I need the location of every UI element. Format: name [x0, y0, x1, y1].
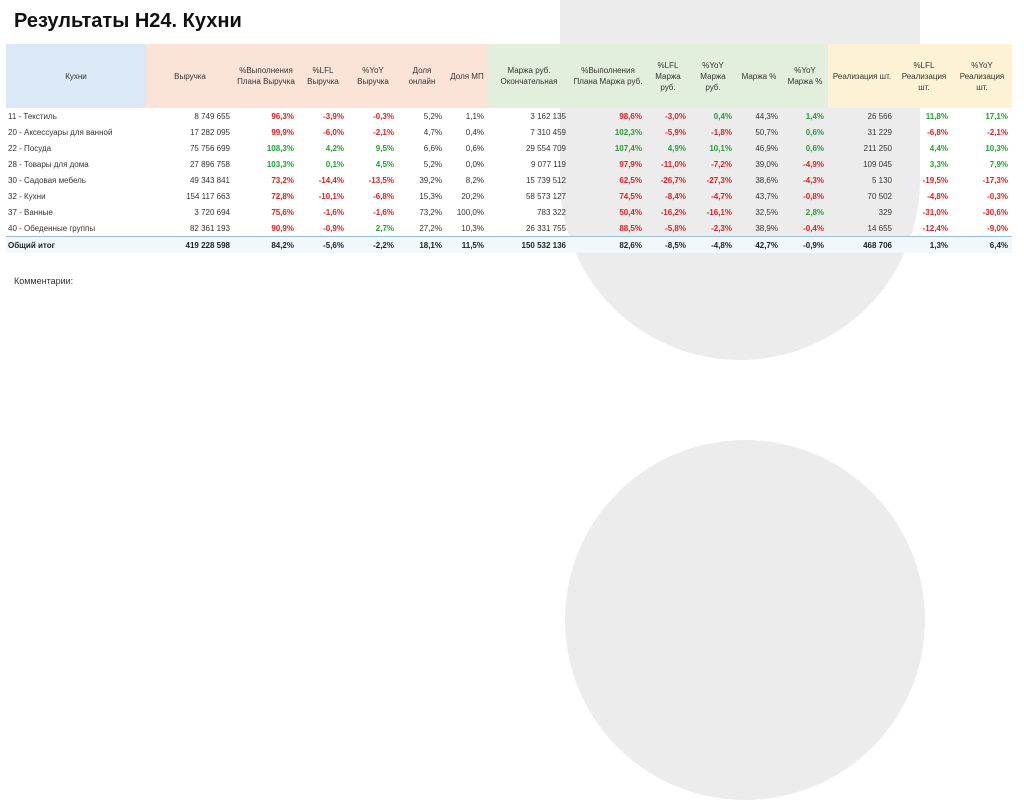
total-label-cell: Общий итог [6, 237, 146, 254]
table-cell: 96,3% [271, 111, 294, 121]
table-cell: -2,3% [711, 223, 732, 233]
row-label-cell: 32 - Кухни [8, 191, 46, 201]
table-cell: -0,8% [803, 191, 824, 201]
table-cell: 0,4% [465, 127, 484, 137]
table-cell: -4,3% [803, 175, 824, 185]
table-cell: 38,9% [755, 223, 778, 233]
table-cell: 109 045 [863, 159, 892, 169]
column-header: Доля онлайн [398, 44, 446, 108]
table-cell: -0,4% [803, 223, 824, 233]
table-cell: 0,6% [465, 143, 484, 153]
table-cell: 0,0% [465, 159, 484, 169]
table-cell: -16,2% [660, 207, 686, 217]
table-cell: -4,9% [803, 159, 824, 169]
background-shape-bottom [565, 440, 925, 800]
table-cell: 74,5% [619, 191, 642, 201]
table-cell: -4,7% [711, 191, 732, 201]
table-cell: 4,9% [667, 143, 686, 153]
table-cell: 5 130 [871, 175, 892, 185]
table-cell: 73,2% [419, 207, 442, 217]
table-cell: 38,6% [755, 175, 778, 185]
table-cell: 50,4% [619, 207, 642, 217]
column-header: Реализация шт. [828, 44, 896, 108]
table-cell: 783 322 [537, 207, 566, 217]
table-cell: 102,3% [614, 127, 642, 137]
total-cell: 150 532 136 [488, 237, 570, 254]
total-cell: 419 228 598 [146, 237, 234, 254]
table-cell: 5,2% [423, 159, 442, 169]
table-cell: 7,9% [989, 159, 1008, 169]
table-cell: 58 573 127 [525, 191, 566, 201]
table-cell: -0,9% [323, 223, 344, 233]
table-cell: 1,4% [805, 111, 824, 121]
table-cell: -1,6% [323, 207, 344, 217]
total-cell: 6,4% [952, 237, 1012, 254]
row-label-cell: 37 - Ванные [8, 207, 53, 217]
table-cell: 17 282 095 [189, 127, 230, 137]
total-cell: -4,8% [690, 237, 736, 254]
table-cell: -3,0% [665, 111, 686, 121]
table-cell: 0,6% [805, 127, 824, 137]
table-cell: 8 749 655 [194, 111, 230, 121]
table-cell: -1,6% [373, 207, 394, 217]
table-cell: 98,6% [619, 111, 642, 121]
table-cell: 15,3% [419, 191, 442, 201]
table-cell: 72,8% [271, 191, 294, 201]
table-cell: -17,3% [982, 175, 1008, 185]
results-table-container [6, 44, 1012, 253]
column-header: %YoY Реализация шт. [952, 44, 1012, 108]
table-cell: 29 554 709 [525, 143, 566, 153]
table-cell: 50,7% [755, 127, 778, 137]
table-cell: 90,9% [271, 223, 294, 233]
results-table [6, 44, 1012, 253]
table-cell: 5,2% [423, 111, 442, 121]
column-header: %LFL Реализация шт. [896, 44, 952, 108]
column-header: %YoY Маржа % [782, 44, 828, 108]
table-cell: 75,6% [271, 207, 294, 217]
column-header: Выручка [146, 44, 234, 108]
table-cell: 75 756 699 [189, 143, 230, 153]
table-cell: 14 655 [867, 223, 892, 233]
column-header: %Выполнения Плана Выручка [234, 44, 298, 108]
table-cell: -0,3% [987, 191, 1008, 201]
table-cell: 43,7% [755, 191, 778, 201]
table-cell: 73,2% [271, 175, 294, 185]
table-cell: 15 739 512 [525, 175, 566, 185]
table-cell: -31,0% [922, 207, 948, 217]
table-cell: 4,4% [929, 143, 948, 153]
table-cell: -1,8% [711, 127, 732, 137]
total-cell: 1,3% [896, 237, 952, 254]
table-row [6, 140, 1012, 156]
table-cell: -19,5% [922, 175, 948, 185]
table-cell: -6,0% [323, 127, 344, 137]
table-cell: -26,7% [660, 175, 686, 185]
total-cell: 82,6% [570, 237, 646, 254]
table-cell: 6,6% [423, 143, 442, 153]
table-cell: -2,1% [373, 127, 394, 137]
column-header: Маржа % [736, 44, 782, 108]
table-cell: -11,0% [661, 159, 686, 169]
table-cell: -4,8% [927, 191, 948, 201]
total-cell: -8,5% [646, 237, 690, 254]
table-cell: 9,5% [375, 143, 394, 153]
table-cell: -6,8% [927, 127, 948, 137]
table-cell: 154 117 663 [186, 191, 230, 201]
table-cell: 2,8% [805, 207, 824, 217]
table-header-row [6, 44, 1012, 108]
column-header: Доля МП [446, 44, 488, 108]
table-cell: 7 310 459 [530, 127, 566, 137]
table-cell: -5,9% [665, 127, 686, 137]
comments-label: Комментарии: [14, 276, 74, 286]
table-cell: 211 250 [863, 143, 892, 153]
total-row [6, 237, 1012, 254]
table-row [6, 188, 1012, 204]
page-title: Результаты Н24. Кухни [14, 10, 242, 32]
table-cell: 4,2% [325, 143, 344, 153]
table-row [6, 204, 1012, 220]
column-header: %YoY Выручка [348, 44, 398, 108]
row-label-cell: 30 - Садовая мебель [8, 175, 86, 185]
table-cell: 11,8% [925, 111, 948, 121]
table-cell: 0,4% [713, 111, 732, 121]
table-cell: 62,5% [619, 175, 642, 185]
table-cell: -2,1% [987, 127, 1008, 137]
table-cell: 31 229 [867, 127, 892, 137]
column-header: %LFL Выручка [298, 44, 348, 108]
table-cell: -30,6% [982, 207, 1008, 217]
table-cell: -9,0% [987, 223, 1008, 233]
table-cell: 0,1% [325, 159, 344, 169]
table-cell: 3 720 694 [194, 207, 230, 217]
table-cell: 88,5% [619, 223, 642, 233]
table-cell: 2,7% [375, 223, 394, 233]
table-cell: 70 502 [867, 191, 892, 201]
column-header: %YoY Маржа руб. [690, 44, 736, 108]
column-header: %Выполнения Плана Маржа руб. [570, 44, 646, 108]
table-row [6, 172, 1012, 188]
table-cell: -3,9% [323, 111, 344, 121]
total-cell: 18,1% [398, 237, 446, 254]
table-cell: 97,9% [619, 159, 642, 169]
table-body [6, 108, 1012, 253]
table-cell: 10,3% [985, 143, 1008, 153]
table-cell: 8,2% [465, 175, 484, 185]
table-row [6, 220, 1012, 237]
table-cell: 329 [878, 207, 892, 217]
table-cell: 39,2% [419, 175, 442, 185]
table-cell: 27,2% [419, 223, 442, 233]
table-cell: 99,9% [271, 127, 294, 137]
table-cell: 10,1% [709, 143, 732, 153]
table-cell: -5,8% [665, 223, 686, 233]
total-cell: -5,6% [298, 237, 348, 254]
total-cell: 468 706 [828, 237, 896, 254]
table-cell: 0,6% [805, 143, 824, 153]
table-cell: 4,5% [375, 159, 394, 169]
table-row [6, 156, 1012, 172]
table-cell: 26 566 [867, 111, 892, 121]
row-label-cell: 40 - Обеденные группы [8, 223, 96, 233]
table-cell: -13,5% [368, 175, 394, 185]
table-cell: 39,0% [755, 159, 778, 169]
table-cell: -7,2% [711, 159, 732, 169]
table-cell: 3,3% [929, 159, 948, 169]
table-cell: -27,3% [706, 175, 732, 185]
table-cell: -6,8% [373, 191, 394, 201]
table-cell: 100,0% [456, 207, 484, 217]
table-cell: 3 162 135 [530, 111, 566, 121]
table-cell: 103,3% [266, 159, 294, 169]
table-cell: 32,5% [755, 207, 778, 217]
table-cell: 107,4% [614, 143, 642, 153]
table-cell: -16,1% [706, 207, 732, 217]
table-row [6, 124, 1012, 140]
total-cell: 42,7% [736, 237, 782, 254]
row-label-cell: 22 - Посуда [8, 143, 52, 153]
row-label-cell: 20 - Аксессуары для ванной [8, 127, 113, 137]
table-cell: 27 896 758 [189, 159, 230, 169]
table-cell: 20,2% [461, 191, 484, 201]
table-cell: -0,3% [373, 111, 394, 121]
table-cell: 1,1% [465, 111, 484, 121]
total-cell: 84,2% [234, 237, 298, 254]
table-cell: 49 343 841 [189, 175, 230, 185]
table-cell: 44,3% [755, 111, 778, 121]
table-cell: -12,4% [922, 223, 948, 233]
total-cell: -2,2% [348, 237, 398, 254]
total-cell: 11,5% [446, 237, 488, 254]
column-header: Кухни [6, 44, 146, 108]
table-cell: 26 331 755 [525, 223, 566, 233]
table-cell: -8,4% [665, 191, 686, 201]
table-cell: 82 361 193 [189, 223, 230, 233]
table-cell: 10,3% [461, 223, 484, 233]
table-cell: 17,1% [985, 111, 1008, 121]
row-label-cell: 28 - Товары для дома [8, 159, 89, 169]
row-label-cell: 11 - Текстиль [8, 111, 57, 121]
table-cell: 4,7% [423, 127, 442, 137]
table-cell: 108,3% [266, 143, 294, 153]
table-row [6, 108, 1012, 124]
table-cell: 9 077 119 [531, 159, 566, 169]
table-cell: 46,9% [755, 143, 778, 153]
table-cell: -14,4% [318, 175, 344, 185]
column-header: %LFL Маржа руб. [646, 44, 690, 108]
table-cell: -10,1% [318, 191, 344, 201]
column-header: Маржа руб. Окончательная [488, 44, 570, 108]
total-cell: -0,9% [782, 237, 828, 254]
